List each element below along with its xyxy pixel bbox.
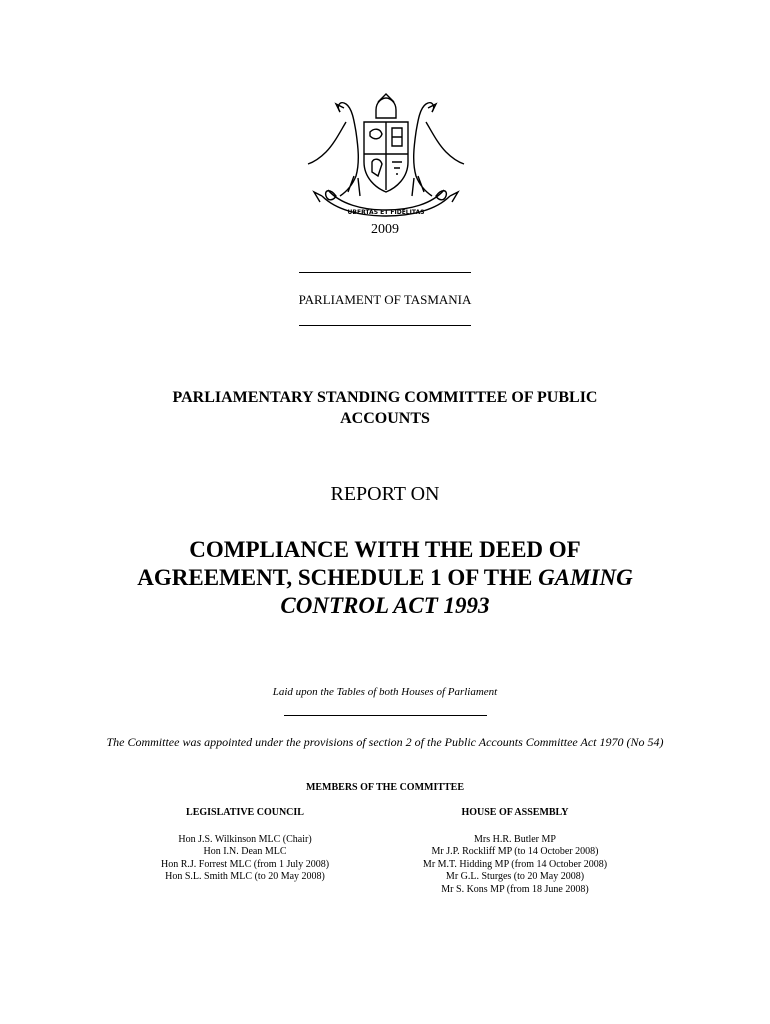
report-on-heading: REPORT ON [330,483,440,505]
member-ha-4: Mr G.L. Sturges (to 20 May 2008) [445,871,585,882]
member-lc-4: Hon S.L. Smith MLC (to 20 May 2008) [165,871,325,882]
committee-name-text: PARLIAMENTARY STANDING COMMITTEE OF PUBLIC ACCOUNTS [172,389,598,427]
parliament-name: PARLIAMENT OF TASMANIA [298,292,472,307]
divider-top [299,272,471,273]
laid-upon-note: Laid upon the Tables of both Houses of Parliament [272,686,498,698]
legislative-council-heading: LEGISLATIVE COUNCIL [186,807,304,818]
report-title [0,536,770,620]
divider-laid [284,715,487,716]
title-line-3-italic: CONTROL ACT 1993 [280,593,490,618]
report-year: 2009 [371,222,399,237]
member-lc-1: Hon J.S. Wilkinson MLC (Chair) [178,833,312,845]
member-ha-5: Mr S. Kons MP (from 18 June 2008) [441,883,589,895]
committee-name [0,387,770,429]
appointment-note-text: The Committee was appointed under the provisions of section 2 of the Public Accounts Committee Act 1970 (No 54) [106,735,664,749]
member-ha-3: Mr M.T. Hidding MP (from 14 October 2008) [422,858,608,870]
member-lc-2: Hon I.N. Dean MLC [203,846,287,857]
title-line-1: COMPLIANCE WITH THE DEED OF [189,537,581,562]
house-of-assembly-heading: HOUSE OF ASSEMBLY [461,807,569,818]
member-ha-1: Mrs H.R. Butler MP [474,833,556,845]
tasmania-coat-of-arms [300,92,472,222]
divider-bottom [299,325,471,326]
member-lc-3: Hon R.J. Forrest MLC (from 1 July 2008) [160,858,330,870]
legislative-council-column [120,807,370,884]
title-line-2-italic: GAMING [538,565,633,590]
title-line-3 [0,592,770,620]
crest-motto: UBERTAS ET FIDELITAS [347,209,425,216]
title-line-2 [0,564,770,592]
title-line-2-prefix: AGREEMENT, SCHEDULE 1 OF THE [137,565,539,590]
member-ha-2: Mr J.P. Rockliff MP (to 14 October 2008) [431,846,599,857]
appointment-note [0,735,770,750]
house-of-assembly-column [390,807,640,896]
members-heading: MEMBERS OF THE COMMITTEE [305,782,465,793]
